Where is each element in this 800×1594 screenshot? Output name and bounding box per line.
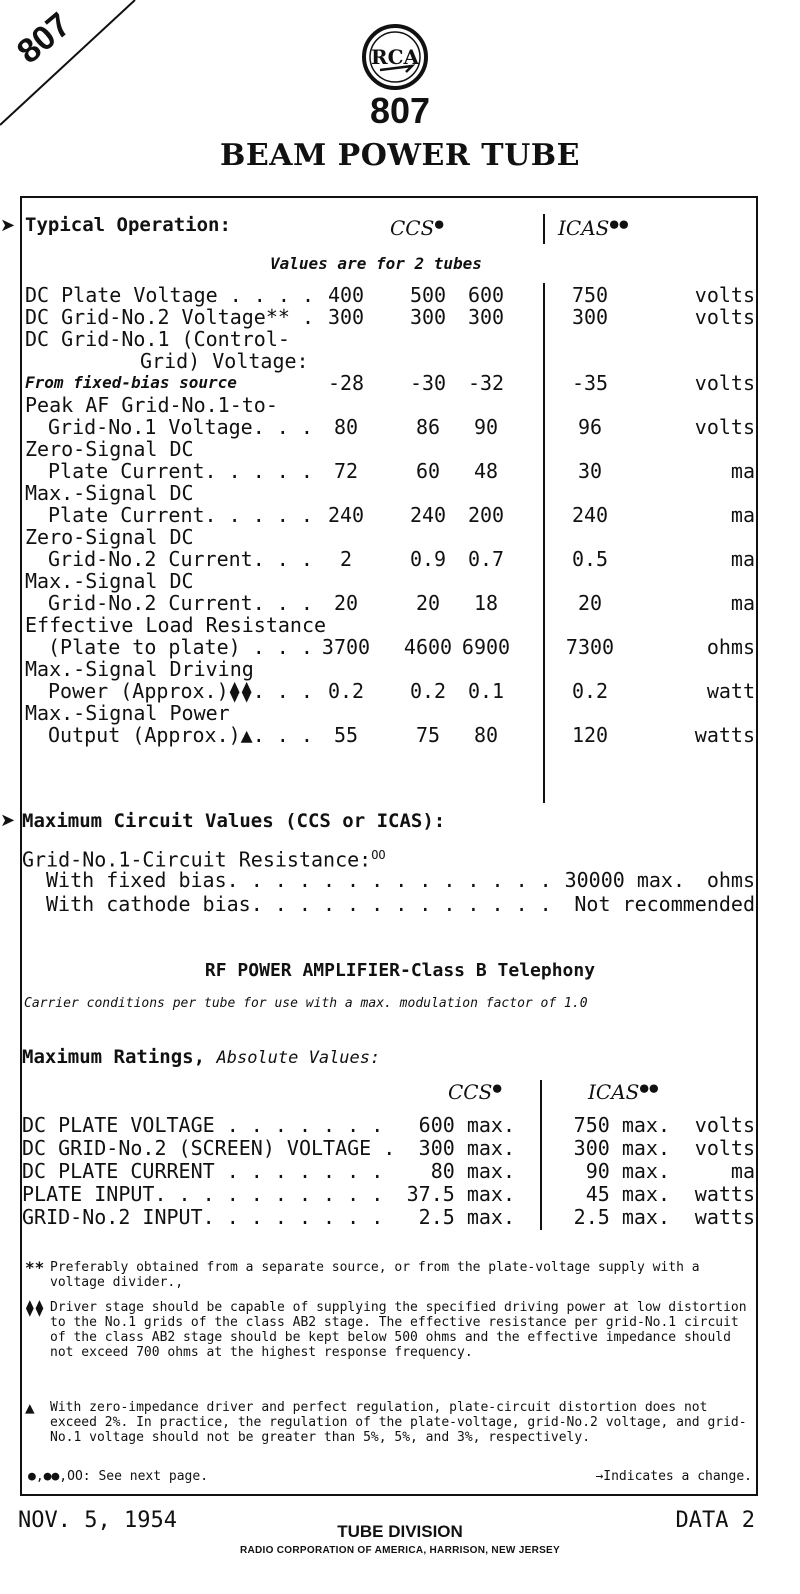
- row-label: DC Grid-No.1 (Control-: [25, 327, 290, 351]
- change-arrow-icon: ➤: [0, 215, 16, 236]
- rf-ccs-value: 80 max.: [430, 1159, 515, 1183]
- value-cell: 240: [327, 503, 365, 527]
- row-label: Peak AF Grid-No.1-to-: [25, 393, 278, 417]
- value-cell: -32: [467, 371, 505, 395]
- rf-row-label: DC GRID-No.2 (SCREEN) VOLTAGE .: [22, 1136, 396, 1160]
- footnote-symbol: **: [25, 1258, 45, 1277]
- typical-operation-title: Typical Operation:: [25, 214, 231, 236]
- icas-column-header: ICAS●●: [558, 216, 629, 240]
- row-label-cont: Plate Current. . . . .: [48, 503, 313, 527]
- value-cell: -30: [409, 371, 447, 395]
- row-label: Max.-Signal DC: [25, 481, 194, 505]
- value-cell: 0.9: [409, 547, 447, 571]
- unit-cell: ma: [730, 459, 755, 483]
- unit-cell: volts: [694, 283, 755, 307]
- value-cell: 0.5: [571, 547, 609, 571]
- rf-unit: volts: [694, 1113, 755, 1137]
- rca-logo-icon: [360, 22, 430, 92]
- value-cell: 750: [571, 283, 609, 307]
- rf-unit: watts: [694, 1182, 755, 1206]
- row-label-cont: Power (Approx.)⧫⧫. . .: [48, 679, 313, 703]
- value-cell: 96: [577, 415, 603, 439]
- change-arrow-icon: ➤: [0, 810, 16, 831]
- value-cell: 400: [327, 283, 365, 307]
- value-cell: 75: [415, 723, 441, 747]
- rf-ccs-value: 37.5 max.: [406, 1182, 515, 1206]
- row-label: DC Grid-No.2 Voltage** .: [25, 305, 314, 329]
- row-label-cont: Grid-No.1 Voltage. . .: [48, 415, 313, 439]
- max-ratings-title: Maximum Ratings, Absolute Values:: [22, 1046, 381, 1068]
- grid-circuit-resistance-label: Grid-No.1-Circuit Resistance:$^{OO}$: [22, 847, 386, 872]
- max-circuit-row-label: With fixed bias. . . . . . . . . . . . . .: [46, 868, 552, 892]
- value-cell: 60: [415, 459, 441, 483]
- value-cell: 200: [467, 503, 505, 527]
- value-cell: 48: [473, 459, 499, 483]
- max-circuit-row-value: 30000 max.: [564, 868, 685, 892]
- value-cell: 20: [333, 591, 359, 615]
- corner-tube-number: 807: [10, 5, 78, 72]
- tube-division-label: TUBE DIVISION: [337, 1522, 463, 1541]
- value-cell: 20: [577, 591, 603, 615]
- footnote-text: Driver stage should be capable of supplying the specified driving power at low distortion to the No.1 grids of the class AB2 stage. The effective resistance per grid-No.1 circuit of the class AB2 stage should be kept below 500 ohms and the effective impedance should not exceed 700 ohms at the highest response frequency.: [50, 1300, 747, 1360]
- unit-cell: ohms: [706, 635, 755, 659]
- value-cell: 0.2: [409, 679, 447, 703]
- value-cell: 20: [415, 591, 441, 615]
- value-cell: 7300: [565, 635, 615, 659]
- value-cell: 3700: [321, 635, 371, 659]
- unit-cell: volts: [694, 371, 755, 395]
- row-label: DC Plate Voltage . . . .: [25, 283, 314, 307]
- tube-number: 807: [369, 90, 431, 131]
- footnote-text: With zero-impedance driver and perfect regulation, plate-circuit distortion does not exceed 2%. In practice, the regulation of the plate-voltage, grid-No.2 voltage, and grid-No.1 voltage should not be greater than 5%, 5%, and 3%, respectively.: [50, 1400, 747, 1445]
- issue-date: NOV. 5, 1954: [18, 1508, 177, 1533]
- change-indicator-note: →Indicates a change.: [595, 1469, 752, 1484]
- rf-unit: volts: [694, 1136, 755, 1160]
- row-label-cont: Grid-No.2 Current. . .: [48, 591, 313, 615]
- value-cell: 300: [409, 305, 447, 329]
- row-label-cont: Output (Approx.)▲. . .: [48, 723, 313, 747]
- rf-icas-value: 2.5 max.: [573, 1205, 670, 1229]
- value-cell: 300: [327, 305, 365, 329]
- value-cell: 55: [333, 723, 359, 747]
- value-cell: 2: [339, 547, 353, 571]
- rf-row-label: PLATE INPUT. . . . . . . . . .: [22, 1182, 384, 1206]
- max-circuit-row-value: Not recommended: [574, 892, 755, 916]
- corporation-label: RADIO CORPORATION OF AMERICA, HARRISON, NEW JERSEY: [239, 1545, 560, 1556]
- rf-unit: ma: [730, 1159, 755, 1183]
- rf-section-subtitle: Carrier conditions per tube for use with a max. modulation factor of 1.0: [24, 996, 588, 1011]
- row-label-cont: Plate Current. . . . .: [48, 459, 313, 483]
- max-circuit-row-label: With cathode bias. . . . . . . . . . . . .: [46, 892, 552, 916]
- value-cell: 18: [473, 591, 499, 615]
- rf-icas-value: 300 max.: [573, 1136, 670, 1160]
- unit-cell: volts: [694, 415, 755, 439]
- rf-unit: watts: [694, 1205, 755, 1229]
- row-label: Zero-Signal DC: [25, 437, 194, 461]
- value-cell: 30: [577, 459, 603, 483]
- value-cell: 86: [415, 415, 441, 439]
- data-sheet-label: DATA 2: [675, 1508, 755, 1533]
- row-label-cont: Grid) Voltage:: [140, 349, 309, 373]
- row-label: Max.-Signal DC: [25, 569, 194, 593]
- value-cell: -35: [571, 371, 609, 395]
- rf-icas-value: 45 max.: [585, 1182, 670, 1206]
- unit-cell: ma: [730, 503, 755, 527]
- value-cell: -28: [327, 371, 365, 395]
- rf-section-title: RF POWER AMPLIFIER-Class B Telephony: [204, 960, 596, 981]
- rf-ccs-value: 300 max.: [418, 1136, 515, 1160]
- svg-text:RCA: RCA: [370, 45, 420, 69]
- column-divider: [543, 283, 545, 803]
- row-label: Zero-Signal DC: [25, 525, 194, 549]
- unit-cell: ma: [730, 591, 755, 615]
- column-divider: [543, 214, 545, 244]
- max-circuit-row-unit: ohms: [706, 868, 755, 892]
- unit-cell: ma: [730, 547, 755, 571]
- change-arrow-icon: →: [595, 1469, 604, 1484]
- row-label: Max.-Signal Power: [25, 701, 230, 725]
- rf-row-label: DC PLATE CURRENT . . . . . . .: [22, 1159, 384, 1183]
- rf-row-label: GRID-No.2 INPUT. . . . . . . .: [22, 1205, 384, 1229]
- see-next-page-note: ●,●●,OO: See next page.: [28, 1469, 209, 1484]
- rf-icas-value: 750 max.: [573, 1113, 670, 1137]
- value-cell: 300: [467, 305, 505, 329]
- rf-ccs-value: 600 max.: [418, 1113, 515, 1137]
- row-label-cont: Grid-No.2 Current. . .: [48, 547, 313, 571]
- value-cell: 0.2: [571, 679, 609, 703]
- value-cell: 500: [409, 283, 447, 307]
- footnote-symbol: ⧫⧫: [25, 1298, 45, 1317]
- unit-cell: watt: [706, 679, 755, 703]
- value-cell: 300: [571, 305, 609, 329]
- column-divider: [540, 1080, 542, 1230]
- value-cell: 90: [473, 415, 499, 439]
- value-cell: 240: [409, 503, 447, 527]
- value-cell: 80: [333, 415, 359, 439]
- value-cell: 6900: [461, 635, 511, 659]
- unit-cell: volts: [694, 305, 755, 329]
- value-cell: 72: [333, 459, 359, 483]
- value-cell: 0.7: [467, 547, 505, 571]
- rf-icas-header: ICAS●●: [588, 1080, 659, 1104]
- row-label-cont: (Plate to plate) . . .: [48, 635, 313, 659]
- box-bottom-rule: [20, 1494, 758, 1496]
- footnote-text: Preferably obtained from a separate source, or from the plate-voltage supply with a voltage divider.,: [50, 1260, 700, 1290]
- rf-ccs-header: CCS●: [448, 1080, 502, 1104]
- typical-subtitle: Values are for 2 tubes: [270, 254, 482, 273]
- row-label: From fixed-bias source: [25, 373, 237, 392]
- row-label: Max.-Signal Driving: [25, 657, 254, 681]
- value-cell: 240: [571, 503, 609, 527]
- value-cell: 600: [467, 283, 505, 307]
- value-cell: 120: [571, 723, 609, 747]
- page-title: BEAM POWER TUBE: [220, 138, 580, 173]
- value-cell: 4600: [403, 635, 453, 659]
- footnote-symbol: ▲: [25, 1398, 35, 1417]
- row-label: Effective Load Resistance: [25, 613, 327, 637]
- value-cell: 0.2: [327, 679, 365, 703]
- rf-ccs-value: 2.5 max.: [418, 1205, 515, 1229]
- ccs-column-header: CCS●: [390, 216, 444, 240]
- rf-row-label: DC PLATE VOLTAGE . . . . . . .: [22, 1113, 384, 1137]
- max-circuit-title: Maximum Circuit Values (CCS or ICAS):: [22, 810, 446, 832]
- unit-cell: watts: [694, 723, 755, 747]
- value-cell: 80: [473, 723, 499, 747]
- value-cell: 0.1: [467, 679, 505, 703]
- rf-icas-value: 90 max.: [585, 1159, 670, 1183]
